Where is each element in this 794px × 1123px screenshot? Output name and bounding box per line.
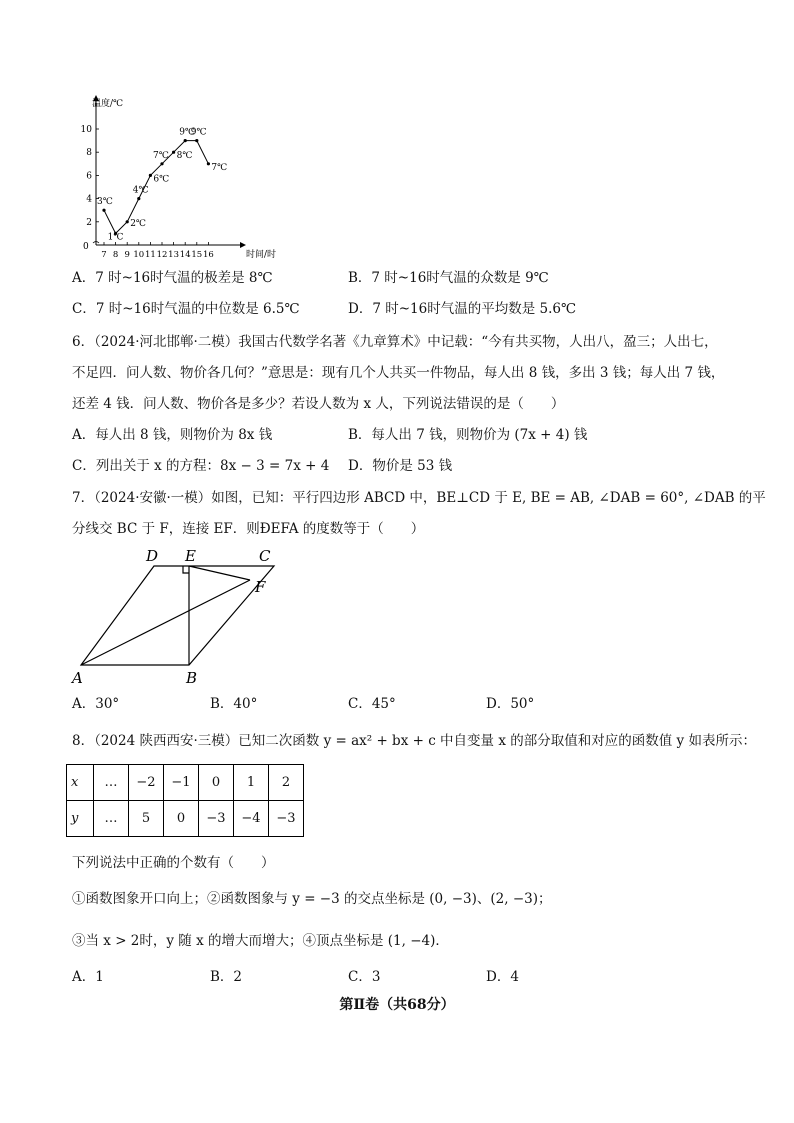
q5-option-a: A．7 时~16时气温的极差是 8℃ [72, 270, 273, 286]
q7-option-a: A．30° [72, 696, 120, 712]
q5-option-d: D．7 时~16时气温的平均数是 5.6℃ [348, 301, 577, 317]
data-point [126, 220, 129, 223]
y-tick-label: 4 [86, 194, 92, 205]
table-cell: 0 [164, 801, 199, 837]
table-cell: −4 [234, 801, 269, 837]
q5-option-c: C．7 时~16时气温的中位数是 6.5℃ [72, 301, 300, 317]
table-cell: … [94, 801, 129, 837]
data-point [137, 197, 140, 200]
data-point [172, 151, 175, 154]
x-axis-title: 时间/时 [246, 250, 277, 260]
section-heading: 第Ⅱ卷（共68分） [339, 997, 455, 1013]
point-label: 7℃ [153, 150, 169, 161]
table-cell: −3 [199, 801, 234, 837]
y-tick-label: 6 [86, 171, 92, 182]
q6-stem-line1: 6．（2024·河北邯郸·二模）我国古代数学名著《九章算术》中记载：“今有共买物，人出八，盈三；人出七， [72, 334, 718, 350]
point-label: 9℃ [190, 127, 207, 138]
data-point [149, 174, 152, 177]
y-tick-label: 10 [80, 125, 92, 135]
table-cell: 5 [129, 801, 164, 837]
label-e: E [185, 547, 196, 565]
table-cell: 2 [269, 765, 304, 801]
label-f: F [255, 578, 266, 596]
y-tick-label: 2 [86, 217, 92, 228]
data-point [184, 139, 187, 142]
table-cell: … [94, 765, 129, 801]
q8-stem-line3: ①函数图象开口向上；②函数图象与 y = −3 的交点坐标是 (0, −3)、(2, −3)； [72, 891, 552, 907]
value-table [66, 764, 304, 837]
q8-option-c: C．3 [348, 969, 381, 985]
parallelogram-figure [66, 542, 296, 690]
q7-option-b: B．40° [210, 696, 258, 712]
q8-option-a: A．1 [72, 969, 104, 985]
y-axis-title: 温度/℃ [92, 99, 124, 109]
q6-stem-line2: 不足四．问人数、物价各几何？”意思是：现有几个人共买一件物品，每人出 8 钱，多出 3 钱；每人出 7 钱， [72, 365, 725, 381]
table-row-y [67, 801, 304, 837]
x-tick-label: 7 [101, 250, 107, 260]
label-c: C [259, 547, 271, 565]
q6-option-d: D．物价是 53 钱 [348, 458, 453, 474]
x-tick-label: 13 [168, 250, 180, 260]
table-cell: 0 [199, 765, 234, 801]
y-tick-label: 8 [86, 148, 92, 159]
x-tick-label: 15 [191, 250, 203, 260]
label-d: D [146, 547, 159, 565]
q6-option-c: C．列出关于 x 的方程：8x − 3 = 7x + 4 [72, 458, 330, 474]
table-cell: x [67, 765, 94, 801]
table-cell: y [67, 801, 94, 837]
q6-stem-line3: 还差 4 钱．问人数、物价各是多少？若设人数为 x 人，下列说法错误的是（ ） [72, 396, 565, 412]
point-label: 7℃ [211, 162, 228, 173]
x-tick-label: 9 [124, 250, 130, 260]
segment-af [81, 580, 250, 665]
table-cell: −2 [129, 765, 164, 801]
q8-stem-line4: ③当 x > 2时，y 随 x 的增大而增大；④顶点坐标是 (1, −4)． [72, 933, 449, 949]
x-tick-label: 8 [112, 250, 119, 260]
q7-stem-line1: 7．（2024·安徽·一模）如图，已知：平行四边形 ABCD 中，BE⊥CD 于 E, BE = AB, ∠DAB = 60°, ∠DAB 的平 [72, 490, 766, 506]
q6-option-a: A．每人出 8 钱，则物价为 8x 钱 [72, 427, 273, 443]
point-label: 3℃ [97, 197, 113, 208]
x-axis-arrow [240, 242, 246, 248]
q8-stem-line1: 8．（2024 陕西西安·三模）已知二次函数 y = ax² + bx + c 中自变量 x 的部分取值和对应的函数值 y 如表所示： [72, 733, 756, 749]
data-point [195, 139, 198, 142]
point-label: 2℃ [130, 218, 146, 229]
x-tick-label: 11 [144, 250, 156, 260]
origin-label: 0 [83, 242, 89, 252]
x-tick-label: 10 [133, 250, 145, 260]
temperature-line-chart [70, 92, 280, 262]
point-label: 9℃ [179, 127, 195, 138]
table-cell: −1 [164, 765, 199, 801]
x-tick-label: 16 [202, 250, 214, 260]
q7-stem-line2: 分线交 BC 于 F，连接 EF．则ÐEFA 的度数等于（ ） [72, 521, 425, 537]
label-b: B [186, 669, 198, 687]
chart-point-labels [97, 128, 227, 243]
q7-option-d: D．50° [486, 696, 535, 712]
table-row-x [67, 765, 304, 801]
point-label: 8℃ [176, 151, 193, 162]
label-a: A [72, 669, 83, 687]
q5-option-b: B．7 时~16时气温的众数是 9℃ [348, 270, 549, 286]
x-tick-label: 14 [179, 250, 191, 260]
right-angle-mark [183, 566, 189, 573]
q6-option-b: B．每人出 7 钱，则物价为 (7x + 4) 钱 [348, 427, 588, 443]
q8-option-d: D．4 [486, 969, 519, 985]
point-label: 1℃ [107, 232, 124, 243]
segment-ef [189, 566, 250, 580]
data-point [102, 209, 105, 212]
point-label: 6℃ [153, 174, 170, 185]
table-cell: −3 [269, 801, 304, 837]
q7-option-c: C．45° [348, 696, 396, 712]
data-point [207, 162, 210, 165]
point-label: 4℃ [132, 185, 149, 196]
data-point [160, 162, 163, 165]
table-cell: 1 [234, 765, 269, 801]
q8-stem-line2: 下列说法中正确的个数有（ ） [72, 855, 275, 871]
x-tick-label: 12 [156, 250, 168, 260]
q8-option-b: B．2 [210, 969, 243, 985]
